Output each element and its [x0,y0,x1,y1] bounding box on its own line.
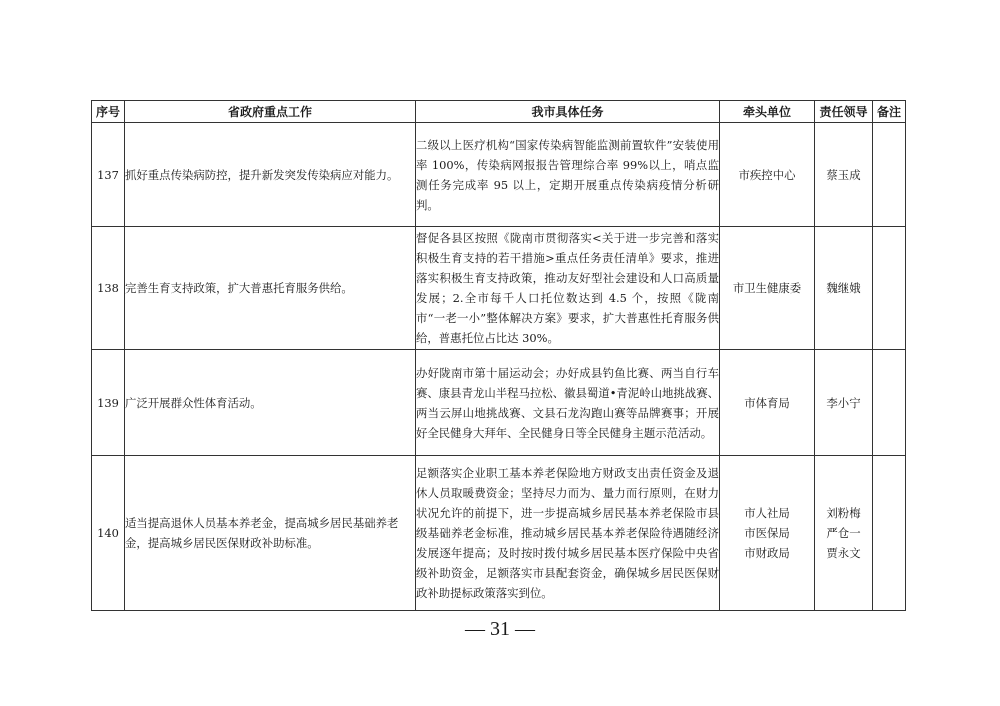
province-work-cell: 广泛开展群众性体育活动。 [125,350,416,456]
note-cell [873,350,906,456]
note-cell [873,123,906,227]
note-cell [873,227,906,350]
lead-unit-cell [720,227,815,350]
lead-unit: 市人社局 [744,506,790,520]
lead-unit-cell [720,456,815,611]
lead-unit: 市体育局 [744,395,790,410]
row-number: 139 [92,350,125,456]
header-num: 序号 [92,101,125,123]
leader-name: 刘粉梅 [826,506,861,520]
header-note: 备注 [873,101,906,123]
city-task-cell: 办好陇南市第十届运动会；办好成县钓鱼比赛、两当自行车赛、康县青龙山半程马拉松、徽县蜀道•青泥岭山地挑战赛、两当云屏山地挑战赛、文县石龙沟跑山赛等品牌赛事；开展好全民健身大拜年、全民健身日等全民健身主题示范活动。 [416,350,720,456]
province-work-cell: 抓好重点传染病防控，提升新发突发传染病应对能力。 [125,123,416,227]
row-number: 138 [92,227,125,350]
lead-unit: 市医保局 [744,526,790,540]
header-unit: 牵头单位 [720,101,815,123]
city-task-cell: 二级以上医疗机构“国家传染病智能监测前置软件”安装使用率 100%，传染病网报报告管理综合率 99%以上，哨点监测任务完成率 95 以上，定期开展重点传染病疫情分析研判。 [416,123,720,227]
leader-cell [815,123,873,227]
leader-name: 严仓一 [826,526,861,540]
city-task-cell: 督促各县区按照《陇南市贯彻落实<关于进一步完善和落实积极生育支持的若干措施>重点任务责任清单》要求，推进落实积极生育支持政策，推动友好型社会建设和人口高质量发展；2.全市每千人口托位数达到 4.5 个，按照《陇南市“一老一小”整体解决方案》要求，扩大普惠性托育服务供给，普惠托位占比达 30%。 [416,227,720,350]
note-cell [873,456,906,611]
city-task-cell: 足额落实企业职工基本养老保险地方财政支出责任资金及退休人员取暖费资金；坚持尽力而为、量力而行原则，在财力状况允许的前提下，进一步提高城乡居民基本养老保险市县级基础养老金标准，推动城乡居民基本养老保险待遇随经济发展逐年提高；及时按时拨付城乡居民基本医疗保险中央省级补助资金，足额落实市县配套资金，确保城乡居民医保财政补助提标政策落实到位。 [416,456,720,611]
lead-unit: 市疾控中心 [738,167,796,182]
table-row [92,350,906,456]
page-number: — 31 — [465,618,535,640]
table-row [92,123,906,227]
table-header-row [92,101,906,123]
province-work-cell: 完善生育支持政策，扩大普惠托育服务供给。 [125,227,416,350]
header-leader: 责任领导 [815,101,873,123]
lead-unit: 市卫生健康委 [732,281,802,295]
leader-cell [815,456,873,611]
table-row [92,227,906,350]
row-number: 140 [92,456,125,611]
leader-name: 蔡玉成 [826,167,861,182]
lead-unit-cell [720,123,815,227]
province-work-cell: 适当提高退休人员基本养老金，提高城乡居民基础养老金，提高城乡居民医保财政补助标准。 [125,456,416,611]
header-task: 我市具体任务 [416,101,720,123]
task-table [91,100,906,611]
leader-cell [815,350,873,456]
table-row [92,456,906,611]
lead-unit: 市财政局 [744,546,790,560]
header-work: 省政府重点工作 [125,101,416,123]
leader-name: 魏继娥 [826,281,861,295]
leader-cell [815,227,873,350]
row-number: 137 [92,123,125,227]
leader-name: 贾永文 [826,546,861,560]
leader-name: 李小宁 [826,395,861,410]
lead-unit-cell [720,350,815,456]
